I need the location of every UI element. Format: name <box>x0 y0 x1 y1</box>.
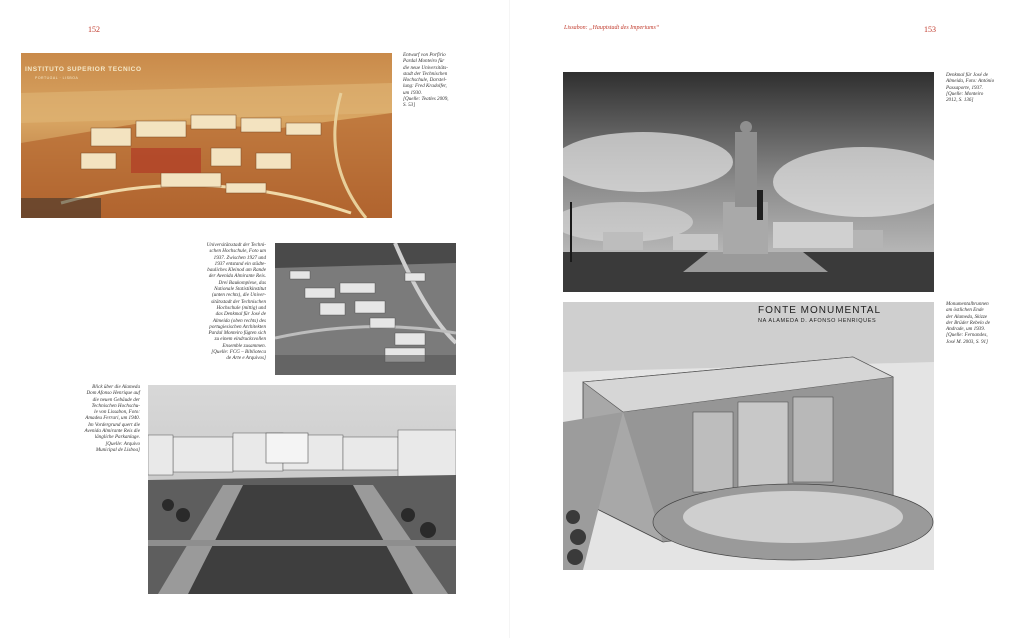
right-page <box>510 0 1020 638</box>
caption-line: Andrade, um 1939. <box>946 326 986 333</box>
caption-line: Pardal Monteiro für <box>403 58 445 65</box>
caption-line: der Alameda, Skizze <box>946 313 988 320</box>
caption-line: 1937 entstand ein städte- <box>214 260 266 267</box>
caption-line: Technischen Hochschu- <box>91 402 140 409</box>
caption-line: um 1930. <box>403 89 422 96</box>
university-rendering-image <box>21 53 392 218</box>
caption-line: Monumentalbrunnen <box>946 301 989 307</box>
caption-line: das Denkmal für José de <box>215 311 266 318</box>
page-number-right: 153 <box>924 25 936 34</box>
poster-title: INSTITUTO SUPERIOR TECNICO <box>25 66 142 73</box>
caption-line: [Quelle: Monteiro <box>946 90 984 97</box>
caption-line: Almeida (oben rechts) des <box>212 317 266 324</box>
caption-line: [Quelle: Teatles 2009, <box>403 96 449 103</box>
caption-line: Pardal Monteiro fügten sich <box>208 330 266 337</box>
caption-line: schen Hochschule, Foto um <box>209 248 266 255</box>
caption-line: Ensemble zusammen. <box>222 342 266 349</box>
caption-line: de Arte e Arquivos] <box>226 355 266 362</box>
caption-line: Amadeu Ferrari, um 1940. <box>85 415 140 422</box>
caption-line: die neue Universitäts- <box>403 64 448 71</box>
caption-line: Municipal de Lisboa] <box>95 446 140 453</box>
caption-line: [Quelle: Arquivo <box>105 440 140 447</box>
caption-line: Blick über die Alameda <box>92 384 140 390</box>
caption-line: (unten rechts), die Univer- <box>211 292 266 299</box>
caption-line: Nationale Statistikinstitut <box>214 286 266 293</box>
caption-line: [Quelle: Fernandes, <box>946 332 988 339</box>
monument-photo-image <box>563 72 934 292</box>
caption-line: Universitätsstadt der Techni- <box>206 242 266 248</box>
caption-line: Passaporte, 1937. <box>946 84 983 91</box>
caption-line: lung: Fred Kradolfer, <box>403 83 447 90</box>
caption-line: Im Vordergrund quert die <box>88 421 140 428</box>
poster-subtitle: PORTUGAL · LISBOA <box>35 76 79 80</box>
caption-line: die neuen Gebäude der <box>92 396 140 403</box>
fountain-title: FONTE MONUMENTAL <box>758 305 882 316</box>
page-number-left: 152 <box>88 25 100 34</box>
caption-line: längliche Parkanlage. <box>94 434 140 441</box>
running-head: Lissabon: „Hauptstadt des Imperiums“ <box>564 25 660 31</box>
caption-line: [Quelle: FCG – Biblioteca <box>211 349 266 356</box>
caption-line: Hochschule (mittig) und <box>216 304 266 311</box>
caption-alameda <box>60 384 140 453</box>
caption-line: 1937. Zwischen 1927 und <box>213 254 266 261</box>
caption-line: bauliches Kleinod am Rande <box>207 267 266 274</box>
fountain-sketch-image <box>563 302 934 570</box>
caption-line: José M. 2003, S. 91] <box>946 338 989 345</box>
caption-line: Almeida, Foto: António <box>946 78 995 85</box>
caption-monument <box>946 72 1016 103</box>
caption-line: Avenida Almirante Reis die <box>84 428 140 435</box>
caption-line: Drei Baukomplexe, das <box>218 279 266 286</box>
caption-line: stadt der Technischen <box>403 70 448 77</box>
caption-rendering <box>403 52 503 109</box>
caption-line: 2012, S. 136] <box>946 97 974 104</box>
caption-line: portugiesischen Architekten <box>209 323 266 330</box>
caption-line: der Brüder Rebelo de <box>946 319 990 326</box>
caption-line: Hochschule, Darstel- <box>403 77 447 84</box>
alameda-photo-image <box>148 385 456 594</box>
caption-line: zu einem eindrucksvollen <box>214 336 266 343</box>
caption-line: Dom Afonso Henrique auf <box>86 390 140 397</box>
caption-line: le von Lissabon, Foto: <box>94 409 140 416</box>
caption-line: sitätsstadt der Technischen <box>211 298 266 305</box>
fountain-subtitle: NA ALAMEDA D. AFONSO HENRIQUES <box>758 318 877 324</box>
caption-line: S. 53] <box>403 102 416 109</box>
caption-aerial <box>170 242 266 362</box>
caption-line: am östlichen Ende <box>946 307 984 314</box>
caption-line: Denkmal für José de <box>946 72 989 78</box>
caption-line: Entwurf von Porfírio <box>403 52 446 58</box>
aerial-photo-image <box>275 243 456 375</box>
caption-fountain <box>946 301 1016 345</box>
caption-line: der Avenida Almirante Reis. <box>208 273 266 280</box>
